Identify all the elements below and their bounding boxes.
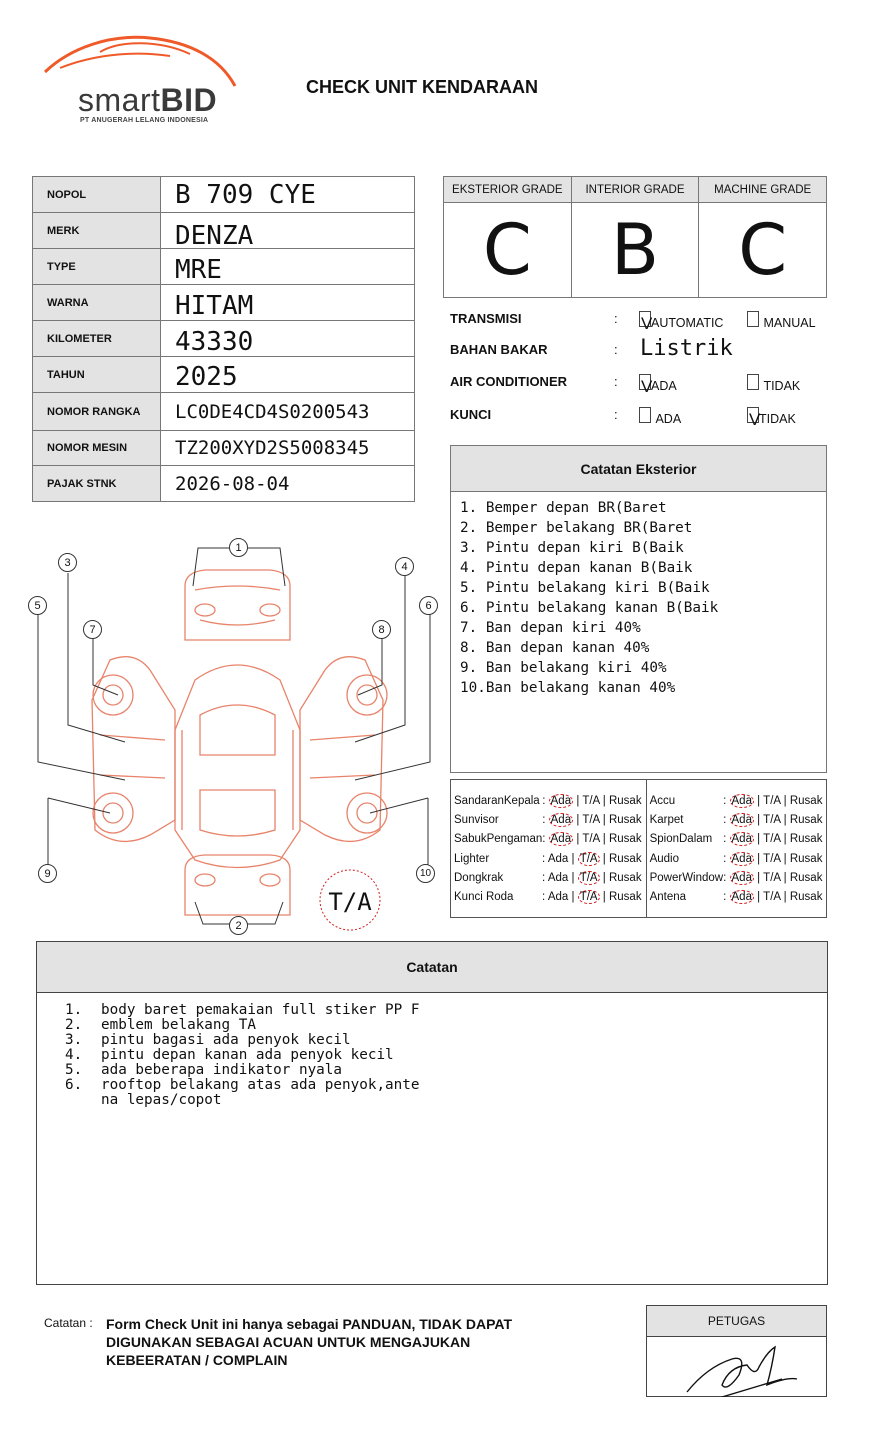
- option-ada[interactable]: Ada: [731, 891, 752, 904]
- catatan-list: [37, 993, 827, 1108]
- accessory-row: [451, 830, 646, 849]
- accessory-options: [542, 833, 645, 845]
- accessories-left-column: [451, 780, 646, 917]
- info-label: KILOMETER: [33, 321, 161, 356]
- separator: |: [602, 794, 606, 807]
- separator: :: [542, 833, 546, 846]
- option-ta[interactable]: T/A: [763, 871, 781, 884]
- separator: |: [571, 891, 575, 904]
- colon: :: [614, 407, 618, 422]
- ac-ada-checkbox[interactable]: [639, 374, 677, 395]
- option-rusak[interactable]: Rusak: [608, 871, 642, 884]
- car-outline-icon: [92, 570, 387, 915]
- option-rusak[interactable]: Rusak: [789, 852, 823, 865]
- info-row-warna: [33, 285, 414, 321]
- accessory-name: SpionDalam: [649, 833, 713, 846]
- option-ta[interactable]: T/A: [763, 813, 781, 826]
- accessory-options: [723, 891, 826, 903]
- info-label: WARNA: [33, 285, 161, 320]
- option-ta[interactable]: T/A: [763, 833, 781, 846]
- accessory-name: Lighter: [454, 852, 490, 865]
- company-logo: [40, 28, 245, 128]
- separator: |: [602, 813, 606, 826]
- separator: |: [783, 891, 787, 904]
- option-ada[interactable]: Ada: [550, 794, 572, 807]
- option-rusak[interactable]: Rusak: [608, 852, 642, 865]
- grade-label: INTERIOR GRADE: [572, 177, 699, 203]
- accessory-row: [451, 849, 646, 868]
- catatan-item: [65, 1018, 827, 1033]
- accessory-row: [647, 791, 827, 810]
- exterior-note-item: 7. Ban depan kiri 40%: [460, 620, 641, 636]
- accessory-name: Kunci Roda: [454, 891, 514, 904]
- separator: |: [602, 891, 606, 904]
- accessory-options: [542, 891, 646, 903]
- grade-label: EKSTERIOR GRADE: [444, 177, 571, 203]
- check-mark-icon: V: [749, 410, 761, 429]
- option-ada[interactable]: Ada: [731, 871, 752, 884]
- info-value: 2025: [175, 361, 238, 392]
- info-label: MERK: [33, 213, 161, 248]
- accessory-options: [723, 872, 826, 884]
- accessory-options: [723, 833, 826, 845]
- catatan-item-number: 4.: [65, 1047, 83, 1063]
- accessory-row: [647, 887, 827, 906]
- logo-subtitle: PT ANUGERAH LELANG INDONESIA: [80, 117, 209, 124]
- separator: :: [723, 833, 727, 846]
- separator: :: [542, 794, 546, 807]
- option-rusak[interactable]: Rusak: [608, 794, 642, 807]
- kunci-ada-checkbox[interactable]: [639, 407, 681, 428]
- accessory-row: [451, 868, 646, 887]
- info-label: NOMOR MESIN: [33, 431, 161, 465]
- option-ta[interactable]: T/A: [582, 794, 600, 807]
- machine-grade: [699, 177, 826, 297]
- catatan-item: [65, 1033, 827, 1048]
- option-ada[interactable]: Ada: [547, 891, 569, 904]
- transmisi-label: TRANSMISI: [450, 311, 522, 326]
- catatan-item: [65, 1078, 827, 1108]
- exterior-note-item: 3. Pintu depan kiri B(Baik: [460, 540, 684, 556]
- callout-10: 10: [416, 864, 435, 883]
- info-value: TZ200XYD2S5008345: [175, 437, 370, 459]
- option-ada[interactable]: Ada: [550, 813, 572, 826]
- info-value: LC0DE4CD4S0200543: [175, 400, 370, 423]
- colon: :: [614, 374, 618, 389]
- option-ta[interactable]: T/A: [582, 833, 600, 846]
- option-rusak[interactable]: Rusak: [789, 871, 823, 884]
- separator: |: [602, 833, 606, 846]
- ac-label: AIR CONDITIONER: [450, 374, 567, 389]
- info-value: MRE: [175, 254, 222, 285]
- accessory-name: Sunvisor: [454, 813, 499, 826]
- separator: |: [757, 794, 761, 807]
- info-label: NOPOL: [33, 177, 161, 212]
- separator: :: [723, 813, 727, 826]
- option-ta[interactable]: T/A: [763, 852, 781, 865]
- exterior-note-item: 2. Bemper belakang BR(Baret: [460, 520, 693, 536]
- accessory-name: Karpet: [649, 813, 684, 826]
- accessory-options: [723, 795, 826, 807]
- exterior-notes-title: Catatan Eksterior: [451, 446, 826, 492]
- accessory-options: [542, 853, 646, 865]
- petugas-label: PETUGAS: [647, 1306, 826, 1337]
- info-value: 43330: [175, 326, 254, 357]
- separator: |: [757, 813, 761, 826]
- car-damage-diagram: [0, 530, 445, 940]
- accessory-options: [542, 872, 646, 884]
- catatan-item-text: rooftop belakang atas ada penyok,antena lepas/copot: [101, 1077, 420, 1108]
- colon: :: [614, 311, 618, 326]
- accessory-name: Audio: [649, 852, 680, 865]
- accessory-options: [723, 814, 826, 826]
- option-ada[interactable]: Ada: [731, 833, 752, 846]
- grade-value: C: [738, 209, 788, 291]
- info-row-nomor-rangka: [33, 393, 414, 431]
- catatan-item-text: pintu bagasi ada penyok kecil: [101, 1032, 351, 1048]
- separator: |: [783, 852, 787, 865]
- option-ada[interactable]: Ada: [547, 871, 569, 884]
- separator: :: [542, 813, 546, 826]
- info-label: PAJAK STNK: [33, 466, 161, 501]
- option-label: TIDAK: [759, 412, 796, 426]
- info-row-type: [33, 249, 414, 285]
- info-row-merk: [33, 213, 414, 249]
- accessory-row: [647, 830, 827, 849]
- bahan-bakar-value: Listrik: [640, 336, 733, 361]
- accessory-name: SandaranKepala: [454, 794, 540, 807]
- option-ada[interactable]: Ada: [731, 852, 752, 865]
- petugas-box: [646, 1305, 827, 1397]
- accessory-name: PowerWindow: [649, 871, 724, 884]
- interior-grade: [572, 177, 700, 297]
- catatan-item-number: 6.: [65, 1077, 83, 1093]
- callout-5: 5: [28, 596, 47, 615]
- callout-7: 7: [83, 620, 102, 639]
- grade-label: MACHINE GRADE: [699, 177, 826, 203]
- separator: :: [542, 852, 546, 865]
- accessory-row: [647, 849, 827, 868]
- exterior-note-item: 9. Ban belakang kiri 40%: [460, 660, 667, 676]
- manual-checkbox[interactable]: [747, 311, 816, 332]
- automatic-checkbox[interactable]: [639, 311, 723, 332]
- info-value: DENZA: [175, 220, 254, 251]
- exterior-note-item: 1. Bemper depan BR(Baret: [460, 500, 667, 516]
- catatan-item: [65, 1003, 827, 1018]
- vehicle-info-table: [32, 176, 415, 502]
- info-row-pajak-stnk: [33, 466, 414, 501]
- separator: :: [723, 794, 727, 807]
- exterior-note-item: 5. Pintu belakang kiri B(Baik: [460, 580, 710, 596]
- grade-value: C: [482, 209, 532, 291]
- exterior-notes-panel: [450, 445, 827, 773]
- catatan-item-text: emblem belakang TA: [101, 1017, 256, 1033]
- separator: |: [576, 794, 580, 807]
- separator: |: [757, 871, 761, 884]
- colon: :: [614, 342, 618, 357]
- accessory-options: [542, 814, 645, 826]
- catatan-item-number: 2.: [65, 1017, 83, 1033]
- accessories-table: [450, 779, 827, 918]
- option-rusak[interactable]: Rusak: [608, 891, 642, 904]
- separator: |: [576, 833, 580, 846]
- separator: |: [757, 891, 761, 904]
- callout-6: 6: [419, 596, 438, 615]
- option-label: ADA: [651, 379, 677, 393]
- exterior-note-item: 4. Pintu depan kanan B(Baik: [460, 560, 693, 576]
- info-value: 2026-08-04: [175, 472, 290, 495]
- option-rusak[interactable]: Rusak: [789, 794, 823, 807]
- exterior-note-item: 8. Ban depan kanan 40%: [460, 640, 650, 656]
- separator: |: [757, 833, 761, 846]
- ac-tidak-checkbox[interactable]: [747, 374, 800, 395]
- info-row-nopol: [33, 177, 414, 213]
- option-ta[interactable]: T/A: [579, 852, 598, 865]
- separator: |: [602, 852, 606, 865]
- option-ada[interactable]: Ada: [731, 794, 752, 807]
- catatan-item: [65, 1063, 827, 1078]
- accessory-row: [647, 868, 827, 887]
- info-label: NOMOR RANGKA: [33, 393, 161, 430]
- separator: :: [723, 852, 727, 865]
- catatan-item-text: body baret pemakaian full stiker PP F: [101, 1002, 420, 1018]
- option-rusak[interactable]: Rusak: [789, 833, 823, 846]
- option-ta[interactable]: T/A: [763, 794, 781, 807]
- catatan-item-number: 3.: [65, 1032, 83, 1048]
- option-label: MANUAL: [763, 316, 816, 330]
- info-label: TAHUN: [33, 357, 161, 392]
- catatan-item-number: 5.: [65, 1062, 83, 1078]
- info-row-kilometer: [33, 321, 414, 357]
- stamp-ta: [320, 870, 380, 930]
- check-mark-icon: V: [641, 377, 653, 396]
- catatan-item-text: pintu depan kanan ada penyok kecil: [101, 1047, 394, 1063]
- separator: |: [571, 871, 575, 884]
- separator: |: [783, 871, 787, 884]
- catatan-panel: [36, 941, 828, 1285]
- accessory-row: [647, 810, 827, 829]
- kunci-tidak-checkbox[interactable]: [747, 407, 796, 428]
- logo-wordmark: smartBID: [78, 82, 218, 118]
- exterior-notes-list: [451, 492, 826, 698]
- separator: |: [783, 833, 787, 846]
- grade-table: [443, 176, 827, 298]
- info-label: TYPE: [33, 249, 161, 284]
- info-row-tahun: [33, 357, 414, 393]
- check-mark-icon: V: [641, 314, 653, 333]
- separator: |: [757, 852, 761, 865]
- footer-label: Catatan :: [44, 1316, 93, 1330]
- grade-value: B: [610, 209, 660, 291]
- exterior-grade: [444, 177, 572, 297]
- option-label: AUTOMATIC: [651, 316, 724, 330]
- callout-4: 4: [395, 557, 414, 576]
- option-ada[interactable]: Ada: [550, 833, 572, 846]
- separator: |: [783, 813, 787, 826]
- accessory-name: Accu: [649, 794, 676, 807]
- separator: |: [783, 794, 787, 807]
- catatan-item-number: 1.: [65, 1002, 83, 1018]
- option-label: ADA: [655, 412, 682, 426]
- info-value: HITAM: [175, 290, 254, 321]
- exterior-note-item: 6. Pintu belakang kanan B(Baik: [460, 600, 719, 616]
- bahan-bakar-label: BAHAN BAKAR: [450, 342, 548, 357]
- option-ta[interactable]: T/A: [582, 813, 600, 826]
- callout-9: 9: [38, 864, 57, 883]
- accessory-row: [451, 887, 646, 906]
- option-rusak[interactable]: Rusak: [789, 891, 823, 904]
- option-ada[interactable]: Ada: [547, 852, 569, 865]
- callout-8: 8: [372, 620, 391, 639]
- callout-1: 1: [229, 538, 248, 557]
- accessory-row: [451, 810, 646, 829]
- catatan-item-text: ada beberapa indikator nyala: [101, 1062, 343, 1078]
- signature-icon: [647, 1337, 828, 1397]
- option-ta[interactable]: T/A: [763, 891, 781, 904]
- separator: |: [602, 871, 606, 884]
- option-rusak[interactable]: Rusak: [608, 813, 642, 826]
- separator: :: [723, 891, 727, 904]
- separator: :: [723, 871, 727, 884]
- accessory-name: SabukPengaman: [454, 833, 543, 846]
- separator: :: [542, 891, 546, 904]
- info-value: B 709 CYE: [175, 179, 316, 210]
- option-rusak[interactable]: Rusak: [789, 813, 823, 826]
- accessory-options: [542, 795, 645, 807]
- separator: |: [571, 852, 575, 865]
- page-title: CHECK UNIT KENDARAAN: [306, 77, 538, 97]
- accessory-name: Dongkrak: [454, 871, 504, 884]
- catatan-title: Catatan: [37, 942, 827, 993]
- kunci-label: KUNCI: [450, 407, 492, 422]
- callout-2: 2: [229, 916, 248, 935]
- option-ta[interactable]: T/A: [579, 891, 598, 904]
- separator: :: [542, 871, 546, 884]
- option-label: TIDAK: [763, 379, 801, 393]
- exterior-note-item: 10.Ban belakang kanan 40%: [460, 680, 676, 696]
- footer-disclaimer: Form Check Unit ini hanya sebagai PANDUAN, TIDAK DAPAT DIGUNAKAN SEBAGAI ACUAN UNTUK MENGAJUKAN KEBEERATAN / COMPLAIN: [106, 1316, 513, 1368]
- catatan-item: [65, 1048, 827, 1063]
- option-ta[interactable]: T/A: [579, 871, 598, 884]
- info-row-nomor-mesin: [33, 431, 414, 466]
- callout-3: 3: [58, 553, 77, 572]
- accessory-row: [451, 791, 646, 810]
- option-rusak[interactable]: Rusak: [608, 833, 642, 846]
- accessory-name: Antena: [649, 891, 687, 904]
- option-ada[interactable]: Ada: [731, 813, 752, 826]
- stamp-ta-text: T/A: [328, 888, 372, 916]
- accessories-right-column: [646, 780, 827, 917]
- separator: |: [576, 813, 580, 826]
- accessory-options: [723, 853, 826, 865]
